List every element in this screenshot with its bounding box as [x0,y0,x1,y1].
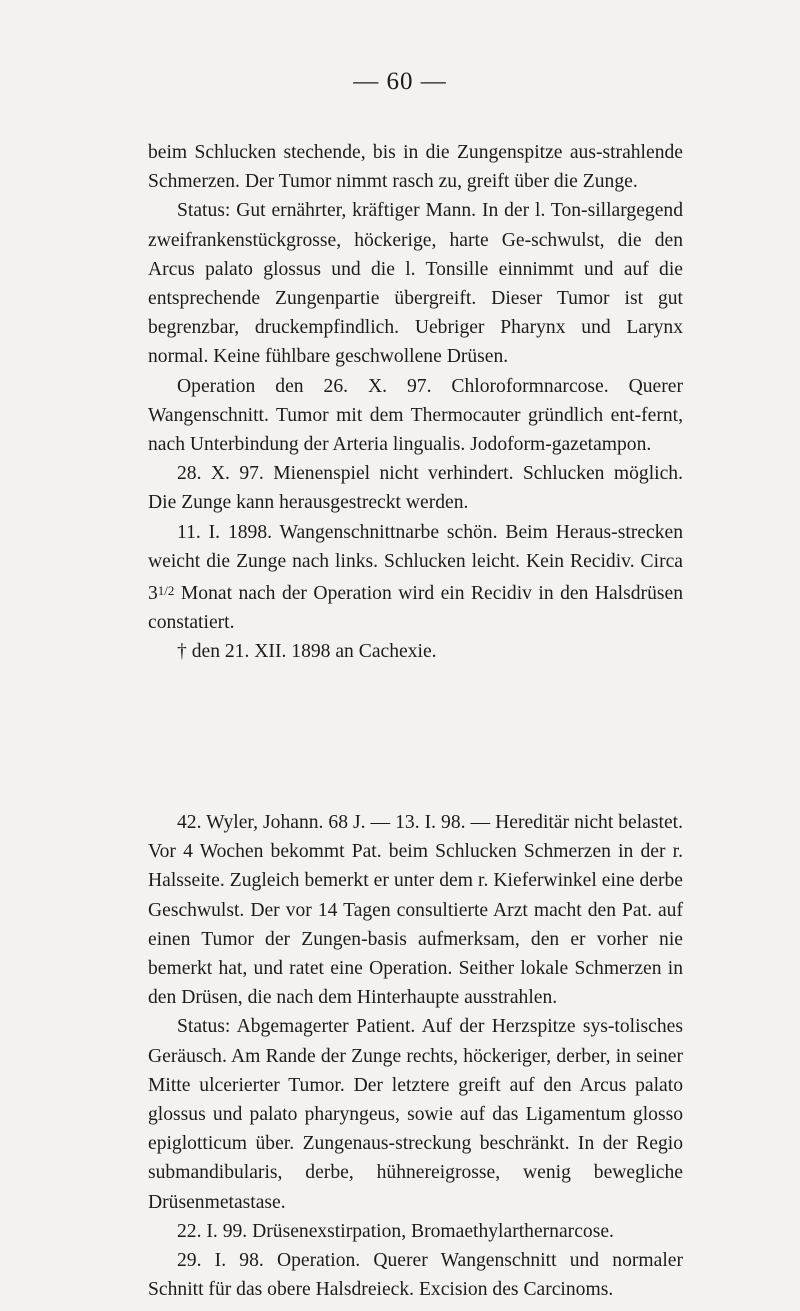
paragraph-case-42-history: 42. Wyler, Johann. 68 J. — 13. I. 98. — Hereditär nicht belastet. Vor 4 Wochen bekommt Pat. beim Schlucken Schmerzen in der r. Halsseite. Zugleich bemerkt er unter dem r. Kieferwinkel eine derbe Geschwulst. Der vor 14 Tagen consultierte Arzt macht den Pat. auf einen Tumor der Zungen-basis aufmerksam, den er vorher nie bemerkt hat, und ratet eine Operation. Seither lokale Schmerzen in den Drüsen, die nach dem Hinterhaupte ausstrahlen. [148,812,683,1009]
followup-2-text-b: Monat nach der Operation wird ein Recidiv in den Halsdrüsen constatiert. [148,583,683,634]
paragraph-followup-2 [148,518,683,638]
case-continuation-text [148,138,683,667]
paragraph-case-42-excision: 22. I. 99. Drüsenexstirpation, Bromaethylarthernarcose. [177,1220,614,1242]
paragraph-symptoms: beim Schlucken stechende, bis in die Zungenspitze aus-strahlende Schmerzen. Der Tumor nimmt rasch zu, greift über die Zunge. [148,142,683,193]
case-42-text [148,808,683,1304]
paragraph-case-42-status: Status: Abgemagerter Patient. Auf der Herzspitze sys-tolisches Geräusch. Am Rande der Zunge rechts, höckeriger, derber, in seiner Mitte ulcerierter Tumor. Der letztere greift auf den Arcus palato glossus und palato pharyngeus, sowie auf das Ligamentum glosso epiglotticum über. Zungenaus-streckung beschränkt. In der Regio submandibularis, derbe, hühnereigrosse, wenig bewegliche Drüsenmetastase. [148,1016,683,1213]
paragraph-status: Status: Gut ernährter, kräftiger Mann. In der l. Ton-sillargegend zweifrankenstückgrosse, höckerige, harte Ge-schwulst, die den Arcus palato glossus und die l. Tonsille einnimmt und auf die entsprechende Zungenpartie übergreift. Dieser Tumor ist gut begrenzbar, druckempfindlich. Uebriger Pharynx und Larynx normal. Keine fühlbare geschwollene Drüsen. [148,200,683,368]
page-number: — 60 — [353,68,447,95]
paragraph-operation: Operation den 26. X. 97. Chloroformnarcose. Querer Wangenschnitt. Tumor mit dem Thermocauter gründlich ent-fernt, nach Unterbindung der Arteria lingualis. Jodoform-gazetampon. [148,375,683,456]
paragraph-followup-1: 28. X. 97. Mienenspiel nicht verhindert. Schlucken möglich. Die Zunge kann herausgestreckt werden. [148,463,683,514]
followup-2-text-a: 11. I. 1898. Wangenschnittnarbe schön. Beim Heraus-strecken weicht die Zunge nach links. Schlucken leicht. Kein Recidiv. Circa 3 [148,521,683,605]
paragraph-death-note: † den 21. XII. 1898 an Cachexie. [177,641,437,663]
paragraph-case-42-operation: 29. I. 98. Operation. Querer Wangenschnitt und normaler Schnitt für das obere Halsdreieck. Excision des Carcinoms. [148,1250,683,1301]
fraction-half: 1/2 [157,583,175,599]
